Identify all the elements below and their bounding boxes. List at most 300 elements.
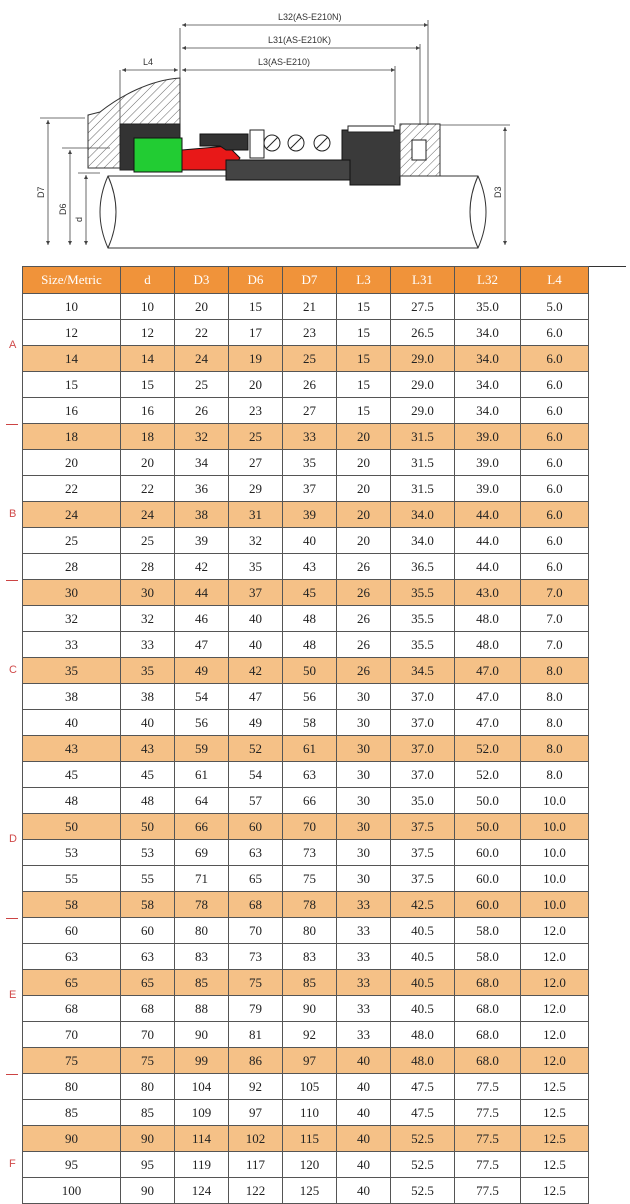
table-row	[23, 1100, 589, 1126]
table-cell: 55	[121, 866, 175, 892]
table-cell: 39.0	[455, 476, 521, 502]
table-cell: 21	[283, 294, 337, 320]
table-cell: 39.0	[455, 450, 521, 476]
table-cell: 10.0	[521, 840, 589, 866]
table-cell: 33	[121, 632, 175, 658]
table-cell: 10	[121, 294, 175, 320]
group-letter-b: B	[9, 507, 17, 520]
table-cell: 20	[337, 450, 391, 476]
table-row	[23, 788, 589, 814]
table-cell: 70	[229, 918, 283, 944]
table-cell: 39	[283, 502, 337, 528]
group-letter-a: A	[9, 338, 17, 351]
table-cell: 40	[229, 606, 283, 632]
dim-label-l31: L31(AS-E210K)	[268, 35, 332, 45]
table-cell: 15	[121, 372, 175, 398]
table-cell: 90	[175, 1022, 229, 1048]
table-cell: 16	[121, 398, 175, 424]
table-cell: 55	[23, 866, 121, 892]
table-cell: 40	[337, 1100, 391, 1126]
table-cell: 68	[229, 892, 283, 918]
table-cell: 40	[283, 528, 337, 554]
table-cell: 48	[283, 632, 337, 658]
table-cell: 33	[337, 1022, 391, 1048]
table-cell: 95	[121, 1152, 175, 1178]
table-row	[23, 1074, 589, 1100]
table-cell: 90	[283, 996, 337, 1022]
table-cell: 6.0	[521, 528, 589, 554]
table-cell: 12.5	[521, 1178, 589, 1204]
table-cell: 20	[337, 502, 391, 528]
table-body	[23, 294, 589, 1204]
table-row	[23, 528, 589, 554]
table-cell: 25	[121, 528, 175, 554]
table-cell: 12.0	[521, 944, 589, 970]
table-cell: 66	[175, 814, 229, 840]
table-cell: 30	[337, 840, 391, 866]
table-cell: 30	[337, 710, 391, 736]
table-cell: 22	[23, 476, 121, 502]
table-cell: 73	[229, 944, 283, 970]
table-cell: 12.5	[521, 1100, 589, 1126]
table-cell: 44	[175, 580, 229, 606]
table-cell: 32	[121, 606, 175, 632]
table-cell: 30	[337, 684, 391, 710]
table-cell: 35	[229, 554, 283, 580]
table-cell: 34.5	[391, 658, 455, 684]
table-cell: 26	[337, 632, 391, 658]
table-cell: 6.0	[521, 554, 589, 580]
table-cell: 33	[337, 892, 391, 918]
table-cell: 43	[23, 736, 121, 762]
table-cell: 52.0	[455, 736, 521, 762]
table-cell: 17	[229, 320, 283, 346]
table-cell: 25	[23, 528, 121, 554]
table-cell: 16	[23, 398, 121, 424]
drive-collar	[342, 130, 400, 185]
table-cell: 58	[121, 892, 175, 918]
table-cell: 32	[23, 606, 121, 632]
table-row	[23, 814, 589, 840]
table-cell: 104	[175, 1074, 229, 1100]
table-cell: 40	[121, 710, 175, 736]
table-cell: 97	[229, 1100, 283, 1126]
table-cell: 49	[229, 710, 283, 736]
table-cell: 24	[175, 346, 229, 372]
table-cell: 20	[229, 372, 283, 398]
table-cell: 12.5	[521, 1152, 589, 1178]
table-cell: 90	[23, 1126, 121, 1152]
table-cell: 35.5	[391, 580, 455, 606]
table-cell: 83	[175, 944, 229, 970]
table-cell: 50.0	[455, 814, 521, 840]
table-cell: 110	[283, 1100, 337, 1126]
table-cell: 34.0	[391, 502, 455, 528]
table-cell: 90	[121, 1126, 175, 1152]
column-header-l32: L32	[455, 267, 521, 294]
table-cell: 86	[229, 1048, 283, 1074]
table-cell: 90	[121, 1178, 175, 1204]
table-cell: 26	[337, 606, 391, 632]
table-cell: 34.0	[455, 320, 521, 346]
table-cell: 70	[283, 814, 337, 840]
table-cell: 77.5	[455, 1152, 521, 1178]
table-cell: 37.5	[391, 866, 455, 892]
table-cell: 124	[175, 1178, 229, 1204]
table-cell: 63	[229, 840, 283, 866]
table-row	[23, 658, 589, 684]
table-cell: 52.5	[391, 1178, 455, 1204]
table-cell: 43	[121, 736, 175, 762]
table-cell: 92	[229, 1074, 283, 1100]
table-cell: 7.0	[521, 632, 589, 658]
table-cell: 38	[175, 502, 229, 528]
table-row	[23, 632, 589, 658]
table-row	[23, 762, 589, 788]
table-cell: 12	[23, 320, 121, 346]
table-cell: 24	[23, 502, 121, 528]
table-cell: 48.0	[455, 632, 521, 658]
column-header-l4: L4	[521, 267, 589, 294]
table-cell: 12.0	[521, 1022, 589, 1048]
table-cell: 48	[283, 606, 337, 632]
table-row	[23, 684, 589, 710]
table-cell: 95	[23, 1152, 121, 1178]
table-cell: 54	[175, 684, 229, 710]
table-cell: 45	[121, 762, 175, 788]
table-cell: 49	[175, 658, 229, 684]
table-cell: 42	[229, 658, 283, 684]
table-cell: 37.0	[391, 762, 455, 788]
table-cell: 61	[283, 736, 337, 762]
table-cell: 83	[283, 944, 337, 970]
table-cell: 12.0	[521, 1048, 589, 1074]
table-cell: 26.5	[391, 320, 455, 346]
table-cell: 50.0	[455, 788, 521, 814]
table-cell: 47	[229, 684, 283, 710]
collar-top	[348, 126, 394, 132]
table-row	[23, 710, 589, 736]
table-cell: 85	[283, 970, 337, 996]
table-cell: 64	[175, 788, 229, 814]
table-cell: 27	[283, 398, 337, 424]
dim-label-d3: D3	[493, 186, 503, 198]
table-cell: 37.5	[391, 814, 455, 840]
table-cell: 48.0	[391, 1022, 455, 1048]
column-header-l31: L31	[391, 267, 455, 294]
table-cell: 33	[23, 632, 121, 658]
header-extension-line	[588, 266, 626, 267]
table-cell: 23	[283, 320, 337, 346]
table-cell: 40	[337, 1074, 391, 1100]
table-cell: 37.0	[391, 736, 455, 762]
table-cell: 63	[283, 762, 337, 788]
table-cell: 36.5	[391, 554, 455, 580]
table-cell: 30	[337, 814, 391, 840]
table-cell: 8.0	[521, 736, 589, 762]
table-cell: 46	[175, 606, 229, 632]
dim-label-d: d	[74, 216, 84, 222]
table-cell: 29.0	[391, 346, 455, 372]
table-cell: 81	[229, 1022, 283, 1048]
table-cell: 39	[175, 528, 229, 554]
table-cell: 37	[283, 476, 337, 502]
group-letter-e: E	[9, 988, 17, 1001]
table-cell: 115	[283, 1126, 337, 1152]
table-cell: 38	[23, 684, 121, 710]
table-cell: 40	[23, 710, 121, 736]
table-cell: 27.5	[391, 294, 455, 320]
table-cell: 114	[175, 1126, 229, 1152]
table-cell: 25	[175, 372, 229, 398]
table-row	[23, 866, 589, 892]
table-cell: 12	[121, 320, 175, 346]
table-cell: 92	[283, 1022, 337, 1048]
table-cell: 52.5	[391, 1126, 455, 1152]
table-cell: 40.5	[391, 970, 455, 996]
table-cell: 59	[175, 736, 229, 762]
table-cell: 52	[229, 736, 283, 762]
table-cell: 31.5	[391, 450, 455, 476]
group-divider	[6, 1074, 18, 1075]
table-cell: 35.0	[391, 788, 455, 814]
table-cell: 26	[283, 372, 337, 398]
table-cell: 34.0	[391, 528, 455, 554]
table-cell: 99	[175, 1048, 229, 1074]
table-cell: 24	[121, 502, 175, 528]
table-cell: 15	[337, 346, 391, 372]
table-cell: 35	[283, 450, 337, 476]
table-cell: 8.0	[521, 710, 589, 736]
table-cell: 47	[175, 632, 229, 658]
column-header-d3: D3	[175, 267, 229, 294]
table-cell: 10.0	[521, 814, 589, 840]
table-cell: 18	[121, 424, 175, 450]
table-cell: 85	[121, 1100, 175, 1126]
table-cell: 15	[229, 294, 283, 320]
table-cell: 61	[175, 762, 229, 788]
table-cell: 31.5	[391, 476, 455, 502]
table-cell: 28	[121, 554, 175, 580]
table-row	[23, 346, 589, 372]
shaft	[100, 176, 486, 248]
table-row	[23, 372, 589, 398]
table-cell: 42	[175, 554, 229, 580]
table-cell: 30	[337, 788, 391, 814]
table-cell: 6.0	[521, 476, 589, 502]
table-cell: 12.5	[521, 1126, 589, 1152]
table-cell: 10.0	[521, 892, 589, 918]
table-header-row	[23, 267, 589, 294]
table-cell: 19	[229, 346, 283, 372]
table-cell: 77.5	[455, 1100, 521, 1126]
table-row	[23, 840, 589, 866]
table-cell: 52.0	[455, 762, 521, 788]
table-cell: 10.0	[521, 788, 589, 814]
table-cell: 10.0	[521, 866, 589, 892]
seal-size-table	[22, 266, 589, 1204]
group-letter-d: D	[9, 832, 17, 845]
table-cell: 52.5	[391, 1152, 455, 1178]
table-cell: 26	[175, 398, 229, 424]
table-cell: 102	[229, 1126, 283, 1152]
table-cell: 60.0	[455, 892, 521, 918]
table-cell: 50	[283, 658, 337, 684]
table-cell: 40	[337, 1178, 391, 1204]
table-cell: 66	[283, 788, 337, 814]
table-cell: 57	[229, 788, 283, 814]
table-cell: 43	[283, 554, 337, 580]
table-row	[23, 736, 589, 762]
group-letter-c: C	[9, 663, 17, 676]
table-cell: 8.0	[521, 762, 589, 788]
table-cell: 30	[337, 762, 391, 788]
table-cell: 75	[283, 866, 337, 892]
table-cell: 80	[283, 918, 337, 944]
table-cell: 22	[175, 320, 229, 346]
table-cell: 122	[229, 1178, 283, 1204]
column-header-d6: D6	[229, 267, 283, 294]
dim-label-d6: D6	[58, 203, 68, 215]
table-cell: 50	[121, 814, 175, 840]
table-cell: 65	[23, 970, 121, 996]
table-cell: 35	[121, 658, 175, 684]
table-cell: 44.0	[455, 528, 521, 554]
table-cell: 44.0	[455, 502, 521, 528]
table-cell: 12.0	[521, 918, 589, 944]
table-cell: 125	[283, 1178, 337, 1204]
table-cell: 68	[23, 996, 121, 1022]
table-cell: 25	[283, 346, 337, 372]
table-row	[23, 398, 589, 424]
table-row	[23, 450, 589, 476]
table-cell: 28	[23, 554, 121, 580]
table-cell: 40	[337, 1048, 391, 1074]
table-cell: 68.0	[455, 1022, 521, 1048]
table-cell: 29	[229, 476, 283, 502]
table-cell: 68.0	[455, 996, 521, 1022]
table-cell: 60.0	[455, 840, 521, 866]
table-cell: 33	[337, 918, 391, 944]
table-cell: 75	[23, 1048, 121, 1074]
table-cell: 58.0	[455, 918, 521, 944]
table-cell: 47.5	[391, 1074, 455, 1100]
table-cell: 85	[175, 970, 229, 996]
table-cell: 37.0	[391, 684, 455, 710]
table-cell: 20	[121, 450, 175, 476]
table-cell: 31.5	[391, 424, 455, 450]
table-cell: 63	[23, 944, 121, 970]
table-cell: 70	[23, 1022, 121, 1048]
table-cell: 85	[23, 1100, 121, 1126]
table-cell: 44.0	[455, 554, 521, 580]
table-cell: 26	[337, 554, 391, 580]
table-cell: 36	[175, 476, 229, 502]
table-row	[23, 970, 589, 996]
table-row	[23, 554, 589, 580]
table-row	[23, 892, 589, 918]
table-cell: 73	[283, 840, 337, 866]
table-cell: 35.0	[455, 294, 521, 320]
table-cell: 8.0	[521, 658, 589, 684]
table-cell: 15	[337, 320, 391, 346]
table-cell: 32	[175, 424, 229, 450]
table-cell: 20	[175, 294, 229, 320]
table-cell: 37.0	[391, 710, 455, 736]
table-cell: 14	[121, 346, 175, 372]
table-cell: 60	[23, 918, 121, 944]
group-letter-f: F	[9, 1157, 16, 1170]
table-cell: 119	[175, 1152, 229, 1178]
table-cell: 78	[283, 892, 337, 918]
table-cell: 30	[23, 580, 121, 606]
dim-label-d7: D7	[36, 186, 46, 198]
table-row	[23, 476, 589, 502]
table-cell: 20	[337, 424, 391, 450]
table-row	[23, 1126, 589, 1152]
table-row	[23, 502, 589, 528]
table-cell: 48	[23, 788, 121, 814]
table-row	[23, 918, 589, 944]
table-cell: 75	[229, 970, 283, 996]
table-cell: 47.0	[455, 684, 521, 710]
group-divider	[6, 580, 18, 581]
table-cell: 33	[337, 996, 391, 1022]
table-cell: 68	[121, 996, 175, 1022]
table-cell: 15	[23, 372, 121, 398]
table-cell: 34.0	[455, 372, 521, 398]
table-row	[23, 294, 589, 320]
table-cell: 12.0	[521, 970, 589, 996]
table-cell: 26	[337, 580, 391, 606]
table-cell: 32	[229, 528, 283, 554]
table-cell: 53	[121, 840, 175, 866]
table-cell: 43.0	[455, 580, 521, 606]
table-row	[23, 996, 589, 1022]
table-cell: 27	[229, 450, 283, 476]
table-cell: 60	[121, 918, 175, 944]
table-cell: 35.5	[391, 606, 455, 632]
table-cell: 7.0	[521, 580, 589, 606]
table-cell: 34	[175, 450, 229, 476]
seal-technical-drawing	[0, 0, 630, 262]
group-column	[0, 266, 22, 1190]
table-cell: 6.0	[521, 502, 589, 528]
table-cell: 6.0	[521, 398, 589, 424]
set-screw	[412, 140, 426, 160]
table-cell: 105	[283, 1074, 337, 1100]
table-row	[23, 1152, 589, 1178]
table-cell: 6.0	[521, 450, 589, 476]
table-row	[23, 606, 589, 632]
table-cell: 30	[337, 866, 391, 892]
table-cell: 45	[23, 762, 121, 788]
dim-label-l4: L4	[143, 57, 154, 67]
table-cell: 79	[229, 996, 283, 1022]
table-row	[23, 424, 589, 450]
table-cell: 35.5	[391, 632, 455, 658]
table-cell: 14	[23, 346, 121, 372]
table-cell: 30	[121, 580, 175, 606]
table-cell: 48.0	[455, 606, 521, 632]
table-cell: 58	[23, 892, 121, 918]
table-cell: 48	[121, 788, 175, 814]
table-cell: 34.0	[455, 346, 521, 372]
table-cell: 78	[175, 892, 229, 918]
table-cell: 40	[337, 1152, 391, 1178]
table-cell: 6.0	[521, 372, 589, 398]
column-header-d7: D7	[283, 267, 337, 294]
